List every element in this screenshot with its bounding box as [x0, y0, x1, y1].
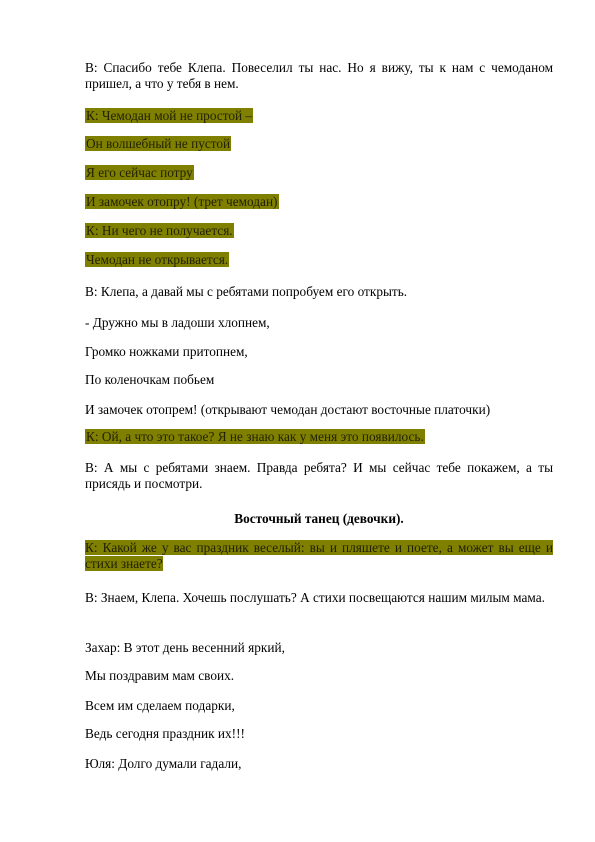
verse-line-podarki: Всем им сделаем подарки,	[85, 698, 235, 713]
paragraph-vedushchiy-otkryt: В: Клепа, а давай мы с ребятами попробуем его открыть.	[85, 284, 408, 299]
paragraph-vedushchiy-chemodan: В: Спасибо тебе Клепа. Повеселил ты нас. Но я вижу, ты к нам с чемоданом пришел, а что у тебя в нем.	[85, 60, 553, 91]
verse-line-otoprem: И замочек отопрем! (открывают чемодан достают восточные платочки)	[85, 402, 491, 417]
highlight-text: К: Ни чего не получается.	[86, 223, 233, 238]
highlight-line-ne-poluchaetsya	[85, 223, 234, 239]
verse-line-zakhar: Захар: В этот день весенний яркий,	[85, 640, 285, 655]
verse-line-pritopnem: Громко ножками притопнем,	[85, 344, 248, 359]
highlight-text: К: Ой, а что это такое? Я не знаю как у меня это появилось.	[86, 429, 424, 444]
highlight-text: Чемодан не открывается.	[86, 252, 229, 267]
verse-line-hlopnem: - Дружно мы в ладоши хлопнем,	[85, 315, 270, 330]
highlight-text: К: Чемодан мой не простой –	[86, 108, 253, 123]
verse-line-prazdnik: Ведь сегодня праздник их!!!	[85, 726, 245, 741]
highlight-text: К: Какой же у вас праздник веселый: вы и пляшете и поете, а может вы еще и стихи знаете?	[85, 540, 553, 571]
highlight-line-potru	[85, 165, 194, 181]
section-heading-vostochnyy-tanets: Восточный танец (девочки).	[234, 511, 404, 526]
paragraph-vedushchiy-stihi: В: Знаем, Клепа. Хочешь послушать? А стихи посвещаются нашим милым мама.	[85, 590, 545, 605]
highlight-line-klepa-chemodan	[85, 108, 253, 124]
highlight-text: Я его сейчас потру	[86, 165, 193, 180]
highlight-paragraph-klepa-stihi	[85, 540, 553, 572]
highlight-text: Он волшебный не пустой	[86, 136, 231, 151]
verse-line-pobem: По коленочкам побьем	[85, 372, 215, 387]
verse-line-yulya: Юля: Долго думали гадали,	[85, 756, 242, 771]
paragraph-vedushchiy-pokazhem: В: А мы с ребятами знаем. Правда ребята? И мы сейчас тебе покажем, а ты присядь и посмотри.	[85, 460, 553, 491]
highlight-line-zamochek	[85, 194, 279, 210]
highlight-line-volshebnyy	[85, 136, 231, 152]
highlight-text: И замочек отопру! (трет чемодан)	[86, 194, 278, 209]
highlight-line-klepa-oy	[85, 429, 425, 445]
highlight-line-ne-otkryvaetsya	[85, 252, 229, 268]
verse-line-mam-svoih: Мы поздравим мам своих.	[85, 668, 235, 683]
